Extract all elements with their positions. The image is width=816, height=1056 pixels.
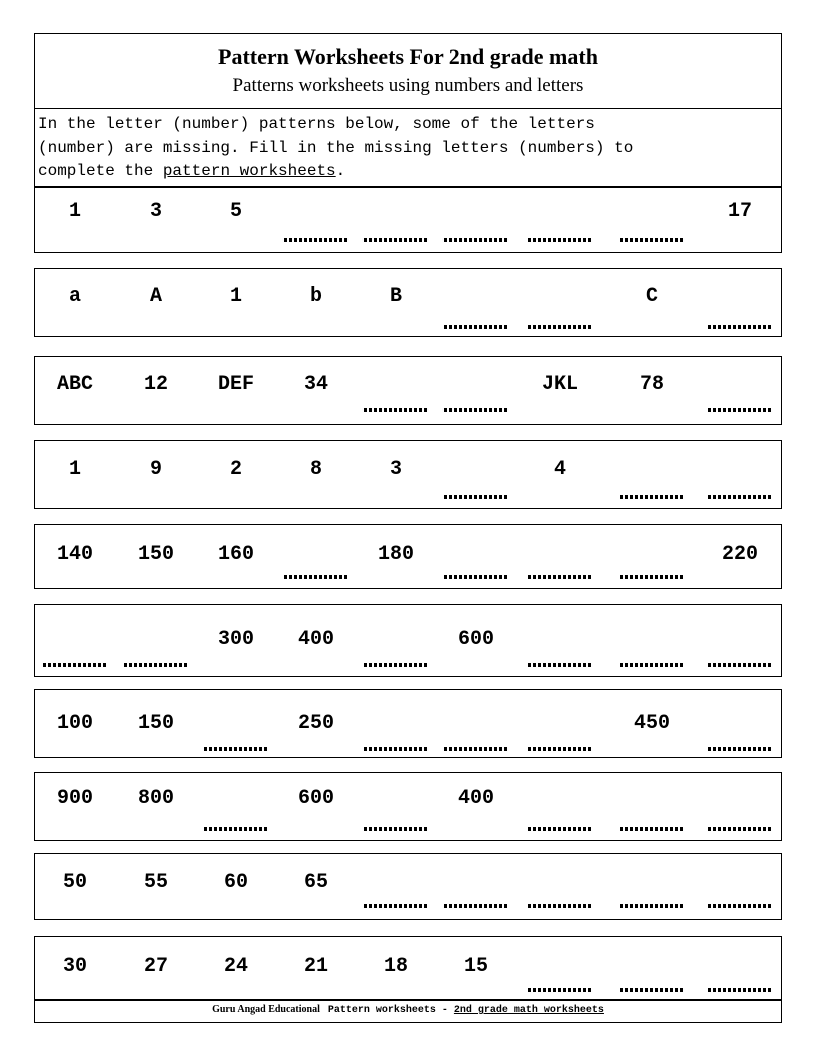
page-subtitle: Patterns worksheets using numbers and letters <box>232 75 584 96</box>
answer-blank[interactable] <box>284 238 348 242</box>
pattern-term: 150 <box>137 543 174 566</box>
answer-blank[interactable] <box>124 663 188 667</box>
pattern-term: 400 <box>297 628 334 651</box>
pattern-term: 3 <box>149 200 162 223</box>
answer-blank[interactable] <box>620 238 684 242</box>
page-title: Pattern Worksheets For 2nd grade math <box>218 44 598 69</box>
answer-blank[interactable] <box>708 904 772 908</box>
pattern-term: 21 <box>303 955 328 978</box>
pattern-term: B <box>389 285 402 308</box>
pattern-term: 2 <box>229 458 242 481</box>
instructions-line <box>38 160 778 184</box>
answer-blank[interactable] <box>620 495 684 499</box>
answer-blank[interactable] <box>444 904 508 908</box>
answer-blank[interactable] <box>364 904 428 908</box>
answer-blank[interactable] <box>528 827 592 831</box>
pattern-term: 1 <box>229 285 242 308</box>
answer-blank[interactable] <box>708 827 772 831</box>
pattern-term: 1 <box>68 200 81 223</box>
answer-blank[interactable] <box>444 495 508 499</box>
answer-blank[interactable] <box>364 663 428 667</box>
pattern-term: JKL <box>541 373 578 396</box>
pattern-term: 160 <box>217 543 254 566</box>
answer-blank[interactable] <box>528 747 592 751</box>
pattern-term: 18 <box>383 955 408 978</box>
pattern-term: 450 <box>633 712 670 735</box>
pattern-term: 180 <box>377 543 414 566</box>
pattern-worksheets-link[interactable]: pattern worksheets <box>162 162 336 180</box>
pattern-term: 24 <box>223 955 248 978</box>
answer-blank[interactable] <box>43 663 107 667</box>
footer <box>34 1000 782 1023</box>
answer-blank[interactable] <box>620 904 684 908</box>
pattern-term: 600 <box>457 628 494 651</box>
answer-blank[interactable] <box>708 747 772 751</box>
answer-blank[interactable] <box>620 988 684 992</box>
answer-blank[interactable] <box>444 575 508 579</box>
pattern-term: 4 <box>553 458 566 481</box>
instructions-text: complete the <box>38 162 163 180</box>
answer-blank[interactable] <box>528 575 592 579</box>
pattern-term: DEF <box>217 373 254 396</box>
pattern-term: 140 <box>56 543 93 566</box>
answer-blank[interactable] <box>444 325 508 329</box>
pattern-term: 78 <box>639 373 664 396</box>
answer-blank[interactable] <box>620 575 684 579</box>
instructions-line: In the letter (number) patterns below, some of the letters <box>38 115 595 133</box>
answer-blank[interactable] <box>620 663 684 667</box>
answer-blank[interactable] <box>708 988 772 992</box>
pattern-term: 250 <box>297 712 334 735</box>
answer-blank[interactable] <box>364 408 428 412</box>
pattern-term: 27 <box>143 955 168 978</box>
answer-blank[interactable] <box>528 988 592 992</box>
answer-blank[interactable] <box>528 663 592 667</box>
pattern-term: 300 <box>217 628 254 651</box>
pattern-term: b <box>309 285 322 308</box>
pattern-term: 3 <box>389 458 402 481</box>
pattern-term: 8 <box>309 458 322 481</box>
pattern-term: 17 <box>727 200 752 223</box>
answer-blank[interactable] <box>528 325 592 329</box>
answer-blank[interactable] <box>364 827 428 831</box>
pattern-term: a <box>68 285 81 308</box>
pattern-term: ABC <box>56 373 93 396</box>
pattern-term: 34 <box>303 373 328 396</box>
pattern-term: 400 <box>457 787 494 810</box>
answer-blank[interactable] <box>444 238 508 242</box>
footer-text <box>35 1004 781 1016</box>
pattern-term: C <box>645 285 658 308</box>
pattern-term: 100 <box>56 712 93 735</box>
pattern-term: 5 <box>229 200 242 223</box>
answer-blank[interactable] <box>708 495 772 499</box>
header-box <box>34 33 782 109</box>
answer-blank[interactable] <box>364 238 428 242</box>
footer-text-pre: Pattern worksheets - <box>327 1005 454 1016</box>
pattern-term: 220 <box>721 543 758 566</box>
instructions-text: . <box>335 162 346 180</box>
pattern-term: 900 <box>56 787 93 810</box>
answer-blank[interactable] <box>444 747 508 751</box>
pattern-term: 800 <box>137 787 174 810</box>
answer-blank[interactable] <box>204 827 268 831</box>
pattern-term: 12 <box>143 373 168 396</box>
pattern-term: 30 <box>62 955 87 978</box>
answer-blank[interactable] <box>284 575 348 579</box>
footer-links <box>328 1005 604 1016</box>
pattern-term: 50 <box>62 871 87 894</box>
answer-blank[interactable] <box>708 408 772 412</box>
answer-blank[interactable] <box>528 238 592 242</box>
answer-blank[interactable] <box>444 408 508 412</box>
footer-org: Guru Angad Educational <box>212 1004 320 1015</box>
answer-blank[interactable] <box>708 663 772 667</box>
answer-blank[interactable] <box>528 904 592 908</box>
answer-blank[interactable] <box>708 325 772 329</box>
pattern-term: 55 <box>143 871 168 894</box>
pattern-term: A <box>149 285 162 308</box>
answer-blank[interactable] <box>364 747 428 751</box>
pattern-term: 150 <box>137 712 174 735</box>
pattern-term: 65 <box>303 871 328 894</box>
grade-math-worksheets-link[interactable]: 2nd grade math worksheets <box>453 1005 604 1016</box>
pattern-term: 9 <box>149 458 162 481</box>
pattern-term: 60 <box>223 871 248 894</box>
pattern-term: 600 <box>297 787 334 810</box>
answer-blank[interactable] <box>620 827 684 831</box>
pattern-term: 1 <box>68 458 81 481</box>
answer-blank[interactable] <box>204 747 268 751</box>
pattern-term: 15 <box>463 955 488 978</box>
instructions <box>38 113 778 184</box>
instructions-line: (number) are missing. Fill in the missing letters (numbers) to <box>38 138 634 157</box>
